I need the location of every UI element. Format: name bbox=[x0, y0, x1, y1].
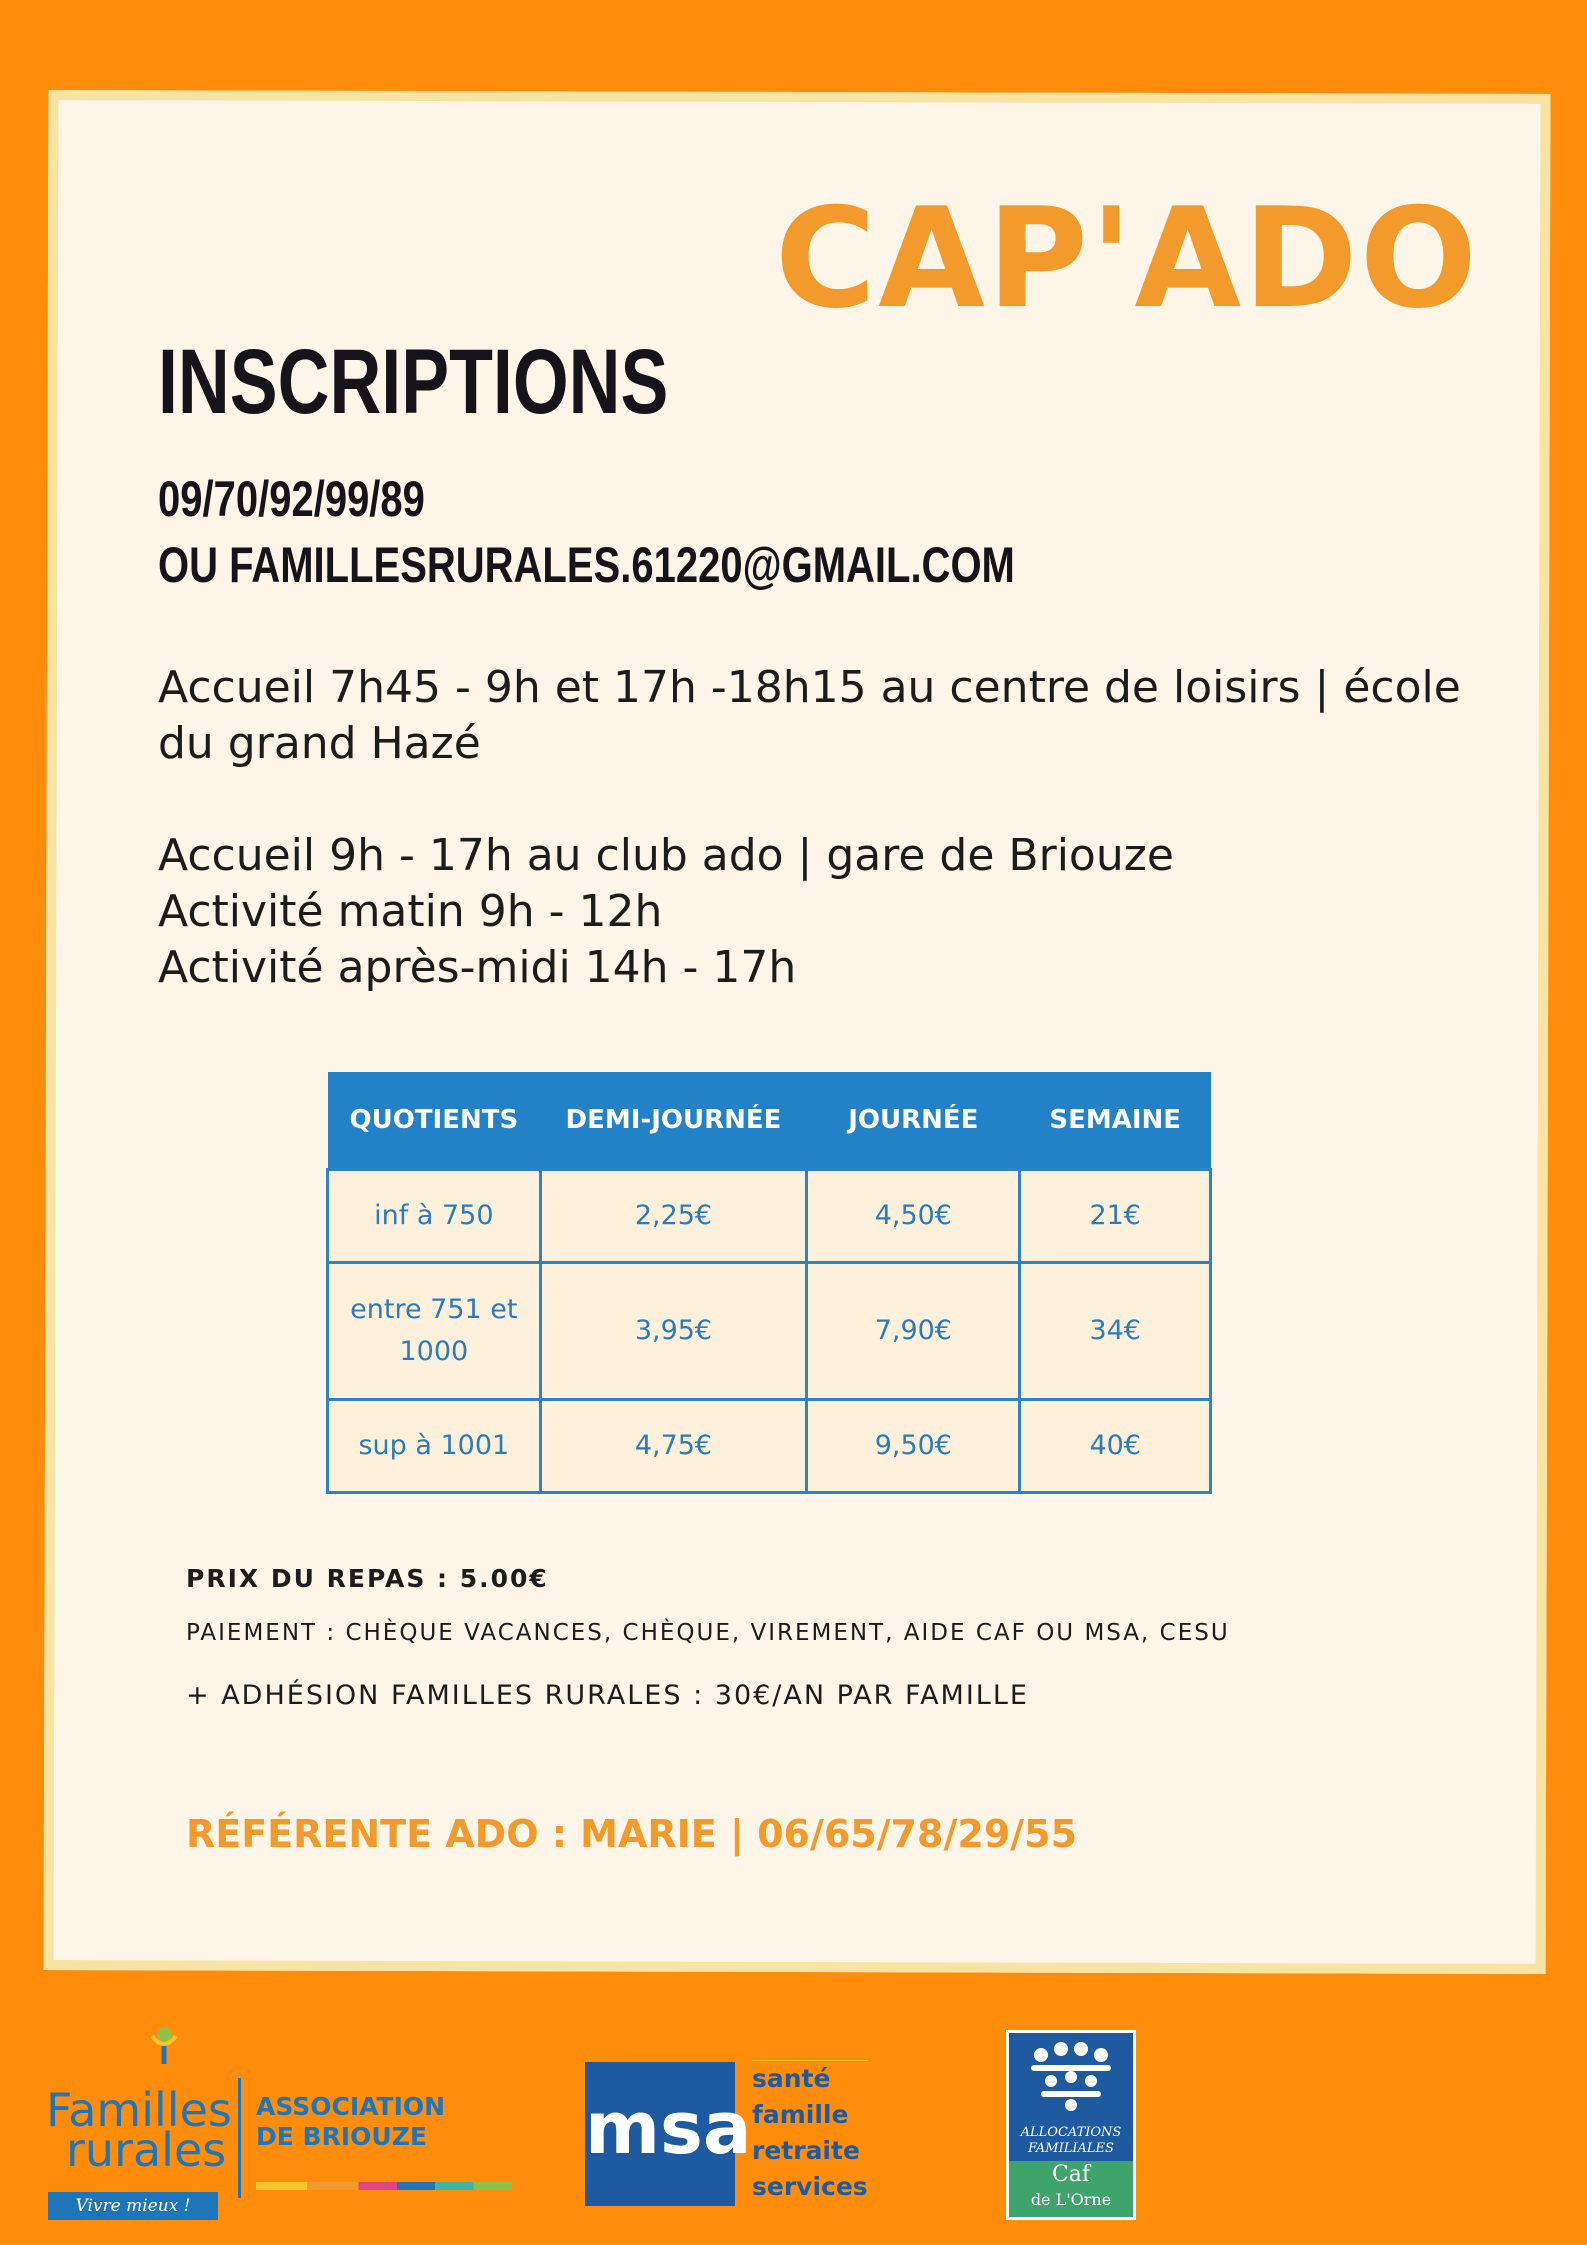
msa-item: services bbox=[752, 2172, 868, 2201]
table-header-row bbox=[328, 1072, 1211, 1170]
msa-logo bbox=[585, 2062, 752, 2206]
association-line-2: DE BRIOUZE bbox=[256, 2122, 427, 2151]
payment-methods: PAIEMENT : CHÈQUE VACANCES, CHÈQUE, VIREMENT, AIDE CAF OU MSA, CESU bbox=[186, 1620, 1230, 1646]
association-line-1: ASSOCIATION bbox=[256, 2092, 446, 2121]
membership-fee: + ADHÉSION FAMILLES RURALES : 30€/AN PAR FAMILLE bbox=[186, 1680, 1029, 1711]
meal-price: PRIX DU REPAS : 5.00€ bbox=[186, 1564, 549, 1593]
schedule-line-3: Activité matin 9h - 12h bbox=[158, 886, 663, 937]
page-title: INSCRIPTIONS bbox=[158, 331, 669, 433]
table-cell: 34€ bbox=[1020, 1263, 1211, 1400]
table-cell: 2,25€ bbox=[540, 1170, 807, 1263]
msa-item: santé bbox=[752, 2064, 831, 2093]
family-figures-icon bbox=[1021, 2041, 1121, 2121]
table-cell: 7,90€ bbox=[807, 1263, 1020, 1400]
person-icon bbox=[142, 2026, 222, 2066]
familles-rurales-logo bbox=[46, 2026, 246, 2216]
table-row bbox=[328, 1263, 1211, 1400]
caf-name: Caf bbox=[1051, 2162, 1091, 2187]
schedule-line-1: Accueil 7h45 - 9h et 17h -18h15 au centre de loisirs | école du grand Hazé bbox=[158, 662, 1461, 769]
caf-logo bbox=[1006, 2030, 1136, 2220]
header-semaine: SEMAINE bbox=[1020, 1072, 1211, 1170]
header-quotients: QUOTIENTS bbox=[328, 1072, 541, 1170]
table-row bbox=[328, 1400, 1211, 1493]
color-stripe bbox=[256, 2182, 512, 2190]
table-cell: inf à 750 bbox=[328, 1170, 541, 1263]
tagline-badge: Vivre mieux ! bbox=[48, 2192, 218, 2220]
rurales-word: rurales bbox=[66, 2123, 227, 2177]
table-cell: 21€ bbox=[1020, 1170, 1211, 1263]
price-table bbox=[326, 1072, 1212, 1494]
table-cell: 4,50€ bbox=[807, 1170, 1020, 1263]
caf-line-2: FAMILIALES bbox=[1028, 2141, 1114, 2156]
brand-title: CAP'ADO bbox=[774, 178, 1479, 339]
table-cell: 40€ bbox=[1020, 1400, 1211, 1493]
table-cell: 9,50€ bbox=[807, 1400, 1020, 1493]
table-cell: 3,95€ bbox=[540, 1263, 807, 1400]
familles-word: Familles bbox=[46, 2083, 232, 2137]
caf-line-1: ALLOCATIONS bbox=[1020, 2125, 1122, 2140]
msa-logo-text: msa bbox=[585, 2086, 752, 2170]
msa-services-list bbox=[752, 2060, 868, 2205]
header-journee: JOURNÉE bbox=[807, 1072, 1020, 1170]
table-cell: sup à 1001 bbox=[328, 1400, 541, 1493]
header-demi-journee: DEMI-JOURNÉE bbox=[540, 1072, 807, 1170]
caf-green-band bbox=[1009, 2161, 1133, 2217]
logo-divider bbox=[238, 2078, 241, 2198]
table-cell: entre 751 et 1000 bbox=[328, 1263, 541, 1400]
msa-item: retraite bbox=[752, 2136, 860, 2165]
msa-item: famille bbox=[752, 2100, 849, 2129]
schedule-line-2: Accueil 9h - 17h au club ado | gare de Briouze bbox=[158, 830, 1174, 881]
table-row bbox=[328, 1170, 1211, 1263]
contact-email[interactable]: OU FAMILLESRURALES.61220@GMAIL.COM bbox=[158, 537, 1015, 593]
table-cell: 4,75€ bbox=[540, 1400, 807, 1493]
contact-phone[interactable]: 09/70/92/99/89 bbox=[158, 471, 425, 527]
caf-region: de L'Orne bbox=[1030, 2190, 1112, 2209]
referent-contact: RÉFÉRENTE ADO : MARIE | 06/65/78/29/55 bbox=[186, 1812, 1078, 1856]
schedule-line-4: Activité après-midi 14h - 17h bbox=[158, 942, 797, 993]
